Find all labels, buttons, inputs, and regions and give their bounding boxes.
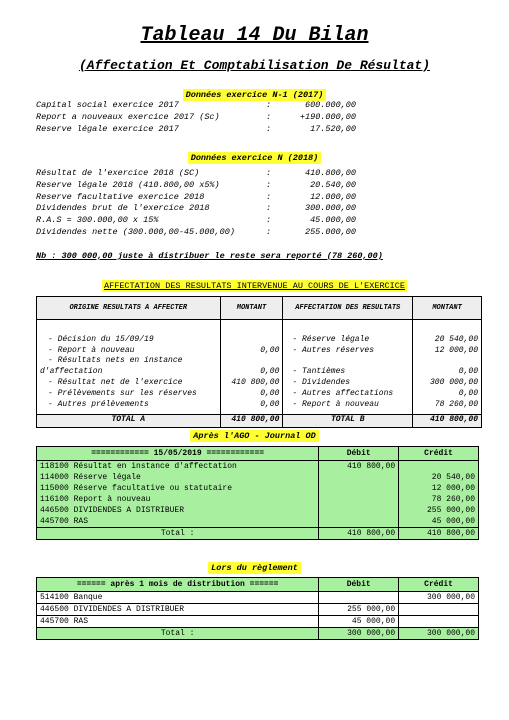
affectation-header-row xyxy=(37,297,482,320)
origine-amounts: 0,00 0,00 410 800,00 0,00 0,00 xyxy=(220,320,283,415)
total-a-value: 410 800,00 xyxy=(220,415,283,428)
reglement-heading: Lors du règlement xyxy=(0,557,509,575)
affectation-title: AFFECTATION DES RESULTATS INTERVENUE AU COURS DE L'EXERCICE xyxy=(104,281,405,291)
credit-header: Crédit xyxy=(399,447,479,461)
table-row xyxy=(37,472,479,483)
page-subtitle: (Affectation Et Comptabilisation De Résultat) xyxy=(78,58,431,73)
row-debit xyxy=(319,516,399,528)
kv-row: Capital social exercice 2017 : 600.000,00 xyxy=(36,100,356,110)
row-credit: 20 540,00 xyxy=(399,472,479,483)
table-row xyxy=(37,461,479,473)
row-credit xyxy=(399,604,479,616)
reglement-total-row xyxy=(37,628,479,640)
kv-row: Report a nouveaux exercice 2017 (Sc) : +190.000,00 xyxy=(36,111,356,122)
row-label: 446500 DIVIDENDES A DISTRIBUER xyxy=(37,505,319,516)
row-debit: 255 000,00 xyxy=(319,604,399,616)
total-credit: 410 800,00 xyxy=(399,528,479,540)
row-label: 115000 Réserve facultative ou statutaire xyxy=(37,483,319,494)
reglement-header-row xyxy=(37,578,479,592)
note: Nb : 300 000,00 juste à distribuer le reste sera reporté (78 260,00) xyxy=(36,251,383,261)
section-n-heading: Données exercice N (2018) xyxy=(0,147,509,165)
kv-row: Reserve légale 2018 (410.800,00 x5%) : 20.540,00 xyxy=(36,179,356,190)
reglement-period-header: ====== après 1 mois de distribution ====== xyxy=(37,578,319,592)
table-row xyxy=(37,494,479,505)
row-label: 514100 Banque xyxy=(37,592,319,604)
row-label: 116100 Report à nouveau xyxy=(37,494,319,505)
total-a-label: TOTAL A xyxy=(37,415,221,428)
journal-total-row xyxy=(37,528,479,540)
table-row xyxy=(37,516,479,528)
total-debit: 410 800,00 xyxy=(319,528,399,540)
table-row xyxy=(37,483,479,494)
origine-labels: - Décision du 15/09/19 - Report à nouveau - Résultats nets en instance d'affectation - Résultat net de l'exercice - Prélèvements sur les réserves - Autres prélèvements xyxy=(37,320,221,415)
reglement-table xyxy=(36,577,479,640)
affectation-body-row xyxy=(37,320,482,415)
section-n-list xyxy=(36,168,356,239)
table-row xyxy=(37,616,479,628)
section-n1-list xyxy=(36,100,356,135)
debit-header: Débit xyxy=(319,578,399,592)
journal-od-table xyxy=(36,446,479,540)
row-label: 446500 DIVIDENDES A DISTRIBUER xyxy=(37,604,319,616)
credit-header: Crédit xyxy=(399,578,479,592)
journal-od-heading: Après l'AGO - Journal OD xyxy=(0,425,509,443)
row-debit xyxy=(319,483,399,494)
row-debit: 410 800,00 xyxy=(319,461,399,473)
table-row xyxy=(37,604,479,616)
row-credit: 78 260,00 xyxy=(399,494,479,505)
row-debit xyxy=(319,505,399,516)
section-n1-heading: Données exercice N-1 (2017) xyxy=(0,84,509,102)
row-label: 118100 Résultat en instance d'affectation xyxy=(37,461,319,473)
header-montant-a: MONTANT xyxy=(220,297,283,320)
row-credit: 45 000,00 xyxy=(399,516,479,528)
page-title: Tableau 14 Du Bilan xyxy=(140,24,369,47)
row-credit: 300 000,00 xyxy=(399,592,479,604)
total-label: Total : xyxy=(37,628,319,640)
kv-row: Reserve légale exercice 2017 : 17.520,00 xyxy=(36,123,356,134)
total-b-value: 410 800,00 xyxy=(413,415,482,428)
total-debit: 300 000,00 xyxy=(319,628,399,640)
header-affectation: AFFECTATION DES RESULTATS xyxy=(283,297,413,320)
row-debit xyxy=(319,472,399,483)
row-credit: 12 000,00 xyxy=(399,483,479,494)
header-montant-b: MONTANT xyxy=(413,297,482,320)
kv-row: Résultat de l'exercice 2018 (SC) : 410.800,00 xyxy=(36,168,356,178)
header-origine: ORIGINE RESULTATS A AFFECTER xyxy=(37,297,221,320)
kv-row: Reserve facultative exercice 2018 : 12.000,00 xyxy=(36,191,356,202)
kv-row: Dividendes brut de l'exercice 2018 : 300.000,00 xyxy=(36,203,356,214)
row-credit: 255 000,00 xyxy=(399,505,479,516)
row-debit xyxy=(319,494,399,505)
journal-date-header: ============ 15/05/2019 ============ xyxy=(37,447,319,461)
kv-row: R.A.S = 300.000,00 x 15% : 45.000,00 xyxy=(36,215,356,226)
total-credit: 300 000,00 xyxy=(399,628,479,640)
debit-header: Débit xyxy=(319,447,399,461)
affectation-table xyxy=(36,296,482,428)
row-debit: 45 000,00 xyxy=(319,616,399,628)
table-row xyxy=(37,505,479,516)
journal-header-row xyxy=(37,447,479,461)
row-debit xyxy=(319,592,399,604)
kv-row: Dividendes nette (300.000,00-45.000,00) : 255.000,00 xyxy=(36,226,356,237)
total-label: Total : xyxy=(37,528,319,540)
row-credit xyxy=(399,616,479,628)
affectation-amounts: 20 540,00 12 000,00 0,00 300 000,00 0,00 78 260,00 xyxy=(413,320,482,415)
affectation-labels: - Réserve légale - Autres réserves - Tantièmes - Dividendes - Autres affectations - Report à nouveau xyxy=(283,320,413,415)
row-credit xyxy=(399,461,479,473)
total-b-label: TOTAL B xyxy=(283,415,413,428)
table-row xyxy=(37,592,479,604)
row-label: 445700 RAS xyxy=(37,516,319,528)
row-label: 445700 RAS xyxy=(37,616,319,628)
row-label: 114000 Réserve légale xyxy=(37,472,319,483)
